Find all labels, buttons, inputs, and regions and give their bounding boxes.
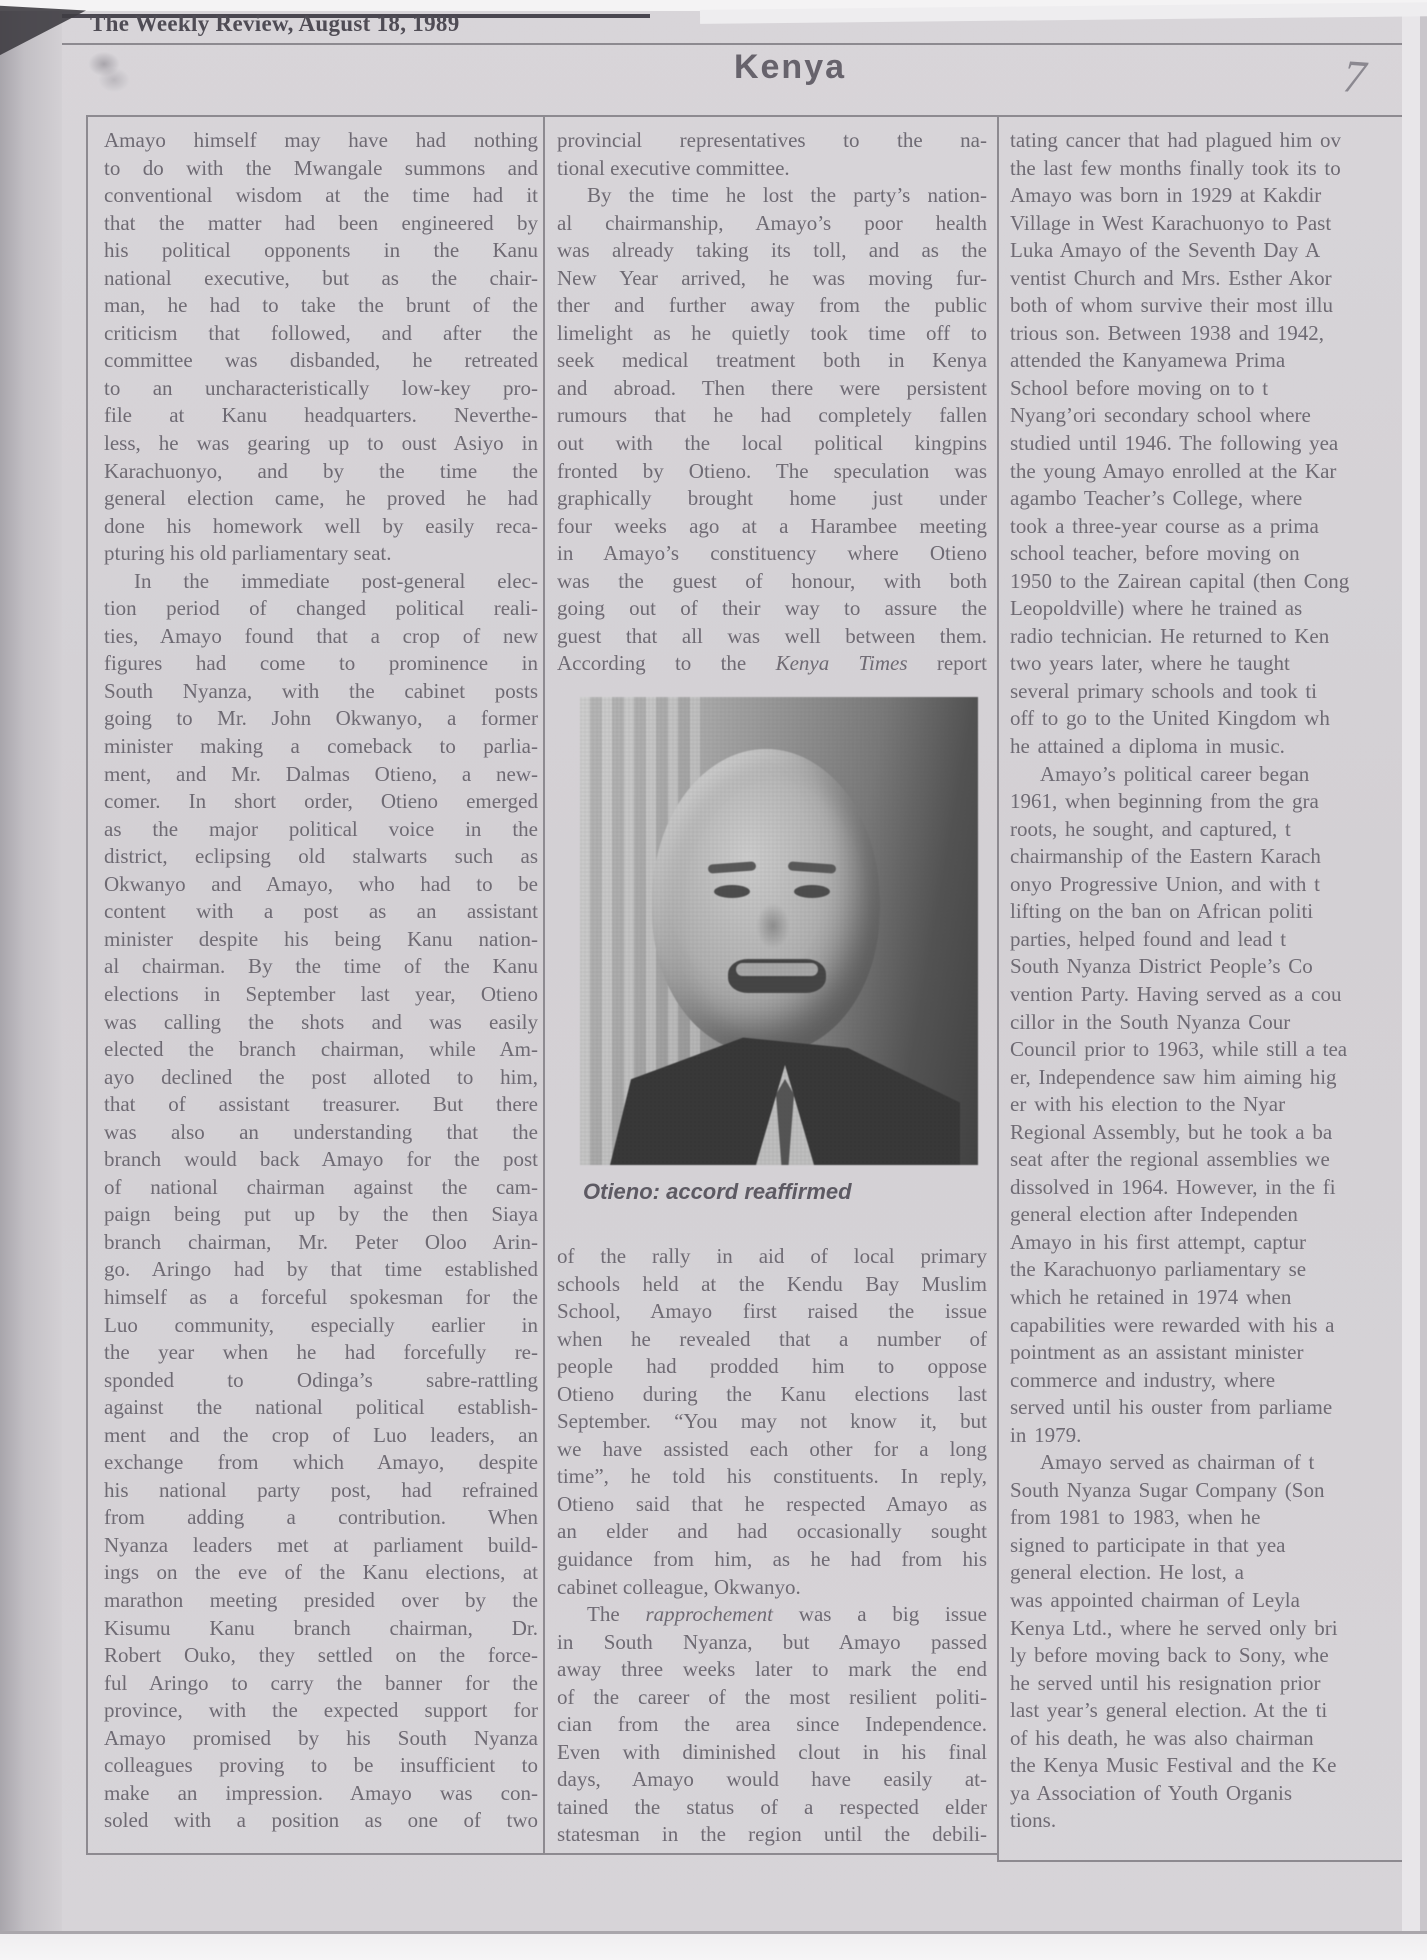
text-line: the last few months finally took its to	[1010, 155, 1341, 180]
text-line: branch would back Amayo for the post	[104, 1147, 538, 1172]
text-line: an elder and had occasionally sought	[557, 1519, 987, 1544]
header-rule	[60, 43, 1403, 45]
text-line: The rapprochement was a big issue	[587, 1602, 987, 1627]
text-line: Even with diminished clout in his final	[557, 1739, 987, 1764]
text-line: to do with the Mwangale summons and	[104, 155, 538, 180]
text-line: both of whom survive their most illu	[1010, 293, 1333, 318]
article-column-2-top	[557, 127, 987, 678]
text-line: marathon meeting presided over by the	[104, 1587, 538, 1612]
text-line: four weeks ago at a Harambee meeting	[557, 513, 987, 538]
text-line: South Nyanza, with the cabinet posts	[104, 678, 538, 703]
text-line: Amayo served as chairman of t	[1040, 1450, 1315, 1475]
text-line: file at Kanu headquarters. Neverthe-	[104, 403, 538, 428]
text-line: soled with a position as one of two	[104, 1808, 538, 1833]
text-line: school teacher, before moving on	[1010, 541, 1300, 566]
text-line: By the time he lost the party’s nation-	[587, 183, 987, 208]
text-line: committee was disbanded, he retreated	[104, 348, 538, 373]
text-line: Luka Amayo of the Seventh Day A	[1010, 238, 1321, 263]
text-line: lifting on the ban on African politi	[1010, 899, 1314, 924]
text-line: Kisumu Kanu branch chairman, Dr.	[104, 1615, 538, 1640]
text-line: elected the branch chairman, while Am-	[104, 1037, 538, 1062]
text-line: two years later, where he taught	[1010, 651, 1290, 676]
text-line: done his homework well by easily reca-	[104, 513, 538, 538]
text-line: which he retained in 1974 when	[1010, 1284, 1292, 1309]
article-column-3	[1010, 127, 1402, 1835]
text-line: School, Amayo first raised the issue	[557, 1299, 987, 1324]
text-line: signed to participate in that yea	[1010, 1532, 1286, 1557]
text-line: was appointed chairman of Leyla	[1010, 1587, 1300, 1612]
text-line: in South Nyanza, but Amayo passed	[557, 1629, 987, 1654]
text-line: al chairman. By the time of the Kanu	[104, 954, 538, 979]
text-line: tion period of changed political reali-	[104, 596, 538, 621]
text-line: er with his election to the Nyar	[1010, 1092, 1286, 1117]
text-line: tions.	[1010, 1808, 1057, 1833]
text-line: in 1979.	[1010, 1422, 1082, 1447]
halftone-overlay	[580, 697, 978, 1165]
text-line: of his death, he was also chairman	[1010, 1725, 1314, 1750]
text-line: cabinet colleague, Okwanyo.	[557, 1574, 801, 1599]
text-line: Leopoldville) where he trained as	[1010, 596, 1303, 621]
scan-left-margin	[0, 0, 62, 1960]
text-line: away three weeks later to mark the end	[557, 1657, 987, 1682]
scan-bottom-edge	[0, 1934, 1427, 1960]
text-line: branch chairman, Mr. Peter Oloo Arin-	[104, 1229, 538, 1254]
text-line: district, eclipsing old stalwarts such as	[104, 844, 538, 869]
text-line: chairmanship of the Eastern Karach	[1010, 844, 1321, 869]
text-line: make an impression. Amayo was con-	[104, 1780, 538, 1805]
text-line: general election. He lost, a	[1010, 1560, 1244, 1585]
article-column-1	[104, 127, 538, 1835]
masthead-title: The Weekly Review, August 18, 1989	[90, 11, 460, 36]
text-line: going out of their way to assure the	[557, 596, 987, 621]
text-line: elections in September last year, Otieno	[104, 981, 538, 1006]
text-line: 1961, when beginning from the gra	[1010, 789, 1319, 814]
text-line: School before moving on to t	[1010, 375, 1269, 400]
text-line: less, he was gearing up to oust Asiyo in	[104, 431, 538, 456]
photo-caption: Otieno: accord reaffirmed	[583, 1179, 852, 1204]
text-line: figures had come to prominence in	[104, 651, 538, 676]
text-line: was the guest of honour, with both	[557, 568, 987, 593]
text-line: Nyang’ori secondary school where	[1010, 403, 1311, 428]
text-line: tional executive committee.	[557, 155, 790, 180]
text-line: of the rally in aid of local primary	[557, 1244, 987, 1268]
text-line: ly before moving back to Sony, whe	[1010, 1643, 1329, 1668]
text-line: Otieno during the Kanu elections last	[557, 1381, 987, 1406]
text-line: ings on the eve of the Kanu elections, at	[104, 1560, 538, 1585]
text-line: capabilities were rewarded with his a	[1010, 1312, 1335, 1337]
article-column-2-bottom	[557, 1243, 987, 1849]
page-number: 7	[1341, 50, 1368, 103]
text-line: Amayo promised by his South Nyanza	[104, 1725, 538, 1750]
text-line: that of assistant treasurer. But there	[104, 1092, 538, 1117]
text-line: himself as a forceful spokesman for the	[104, 1284, 538, 1309]
text-line: roots, he sought, and captured, t	[1010, 816, 1291, 841]
text-line: South Nyanza Sugar Company (Son	[1010, 1477, 1325, 1502]
text-line: trious son. Between 1938 and 1942,	[1010, 320, 1325, 345]
text-line: colleagues proving to be insufficient to	[104, 1753, 538, 1778]
article-top-rule	[86, 115, 1402, 117]
text-line: ment, and Mr. Dalmas Otieno, a new-	[104, 761, 538, 786]
text-line: national executive, but as the chair-	[104, 265, 538, 290]
text-line: in Amayo’s constituency where Otieno	[557, 541, 987, 566]
text-line: from adding a contribution. When	[104, 1505, 538, 1530]
text-line: against the national political establish-	[104, 1395, 538, 1420]
text-line: going to Mr. John Okwanyo, a former	[104, 706, 538, 731]
text-line: was calling the shots and was easily	[104, 1009, 538, 1034]
article-bottom-rule	[86, 1853, 999, 1855]
text-line: Okwanyo and Amayo, who had to be	[104, 871, 538, 896]
text-line: of the career of the most resilient politi-	[557, 1684, 987, 1709]
text-line: the year when he had forcefully re-	[104, 1340, 538, 1365]
text-line: minister making a comeback to parlia-	[104, 734, 538, 759]
text-line: agambo Teacher’s College, where	[1010, 486, 1303, 511]
text-line: paign being put up by the then Siaya	[104, 1202, 538, 1227]
text-line: exchange from which Amayo, despite	[104, 1450, 538, 1475]
text-line: the Karachuonyo parliamentary se	[1010, 1257, 1307, 1282]
text-line: Amayo in his first attempt, captur	[1010, 1229, 1306, 1254]
text-line: we have assisted each other for a long	[557, 1436, 987, 1461]
text-line: Nyanza leaders met at parliament build-	[104, 1532, 538, 1557]
text-line: seat after the regional assemblies we	[1010, 1147, 1330, 1172]
text-line: days, Amayo would have easily at-	[557, 1767, 987, 1792]
text-line: ful Aringo to carry the banner for the	[104, 1670, 538, 1695]
text-line: New Year arrived, he was moving fur-	[557, 265, 987, 290]
text-line: pturing his old parliamentary seat.	[104, 541, 392, 566]
text-line: onyo Progressive Union, and with t	[1010, 871, 1320, 896]
text-line: from 1981 to 1983, when he	[1010, 1505, 1261, 1530]
text-line: and abroad. Then there were persistent	[557, 375, 987, 400]
text-line: the young Amayo enrolled at the Kar	[1010, 458, 1337, 483]
text-line: limelight as he quietly took time off to	[557, 320, 987, 345]
text-line: Amayo himself may have had nothing	[104, 128, 538, 152]
text-line: that the matter had been engineered by	[104, 210, 538, 235]
text-line: took a three-year course as a prima	[1010, 513, 1319, 538]
text-line: Council prior to 1963, while still a tea	[1010, 1037, 1348, 1062]
text-line: ment and the crop of Luo leaders, an	[104, 1422, 538, 1447]
column-divider	[543, 115, 545, 1855]
text-line: parties, helped found and lead t	[1010, 926, 1287, 951]
text-line: Village in West Karachuonyo to Past	[1010, 210, 1332, 235]
text-line: seek medical treatment both in Kenya	[557, 348, 987, 373]
text-line: minister despite his being Kanu nation-	[104, 926, 538, 951]
text-line: attended the Kanyamewa Prima	[1010, 348, 1286, 373]
text-line: commerce and industry, where	[1010, 1367, 1276, 1392]
text-line: pointment as an assistant minister	[1010, 1340, 1304, 1365]
text-line: vention Party. Having served as a cou	[1010, 981, 1342, 1006]
text-line: was already taking its toll, and as the	[557, 238, 987, 263]
column-divider	[997, 115, 999, 1862]
text-line: graphically brought home just under	[557, 486, 987, 511]
text-line: time”, he told his constituents. In reply,	[557, 1464, 987, 1489]
text-line: ther and further away from the public	[557, 293, 987, 318]
text-line: Otieno said that he respected Amayo as	[557, 1491, 987, 1516]
text-line: dissolved in 1964. However, in the fi	[1010, 1174, 1336, 1199]
text-line: man, he had to take the brunt of the	[104, 293, 538, 318]
otieno-photo	[580, 697, 978, 1165]
text-line: er, Independence saw him aiming hig	[1010, 1064, 1337, 1089]
text-line: September. “You may not know it, but	[557, 1409, 987, 1434]
text-line: ties, Amayo found that a crop of new	[104, 623, 538, 648]
text-line: his national party post, had refrained	[104, 1477, 538, 1502]
text-line: out with the local political kingpins	[557, 431, 987, 456]
text-line: go. Aringo had by that time established	[104, 1257, 538, 1282]
text-line: people had prodded him to oppose	[557, 1354, 987, 1379]
text-line: content with a post as an assistant	[104, 899, 538, 924]
text-line: conventional wisdom at the time had it	[104, 183, 538, 208]
text-line: as the major political voice in the	[104, 816, 538, 841]
text-line: to an uncharacteristically low-key pro-	[104, 375, 538, 400]
text-line: Karachuonyo, and by the time the	[104, 458, 538, 483]
text-line: sponded to Odinga’s sabre-rattling	[104, 1367, 538, 1392]
text-line: fronted by Otieno. The speculation was	[557, 458, 987, 483]
text-line: criticism that followed, and after the	[104, 320, 538, 345]
text-line: general election came, he proved he had	[104, 486, 538, 511]
article-left-rule	[86, 115, 88, 1855]
text-line: cian from the area since Independence.	[557, 1712, 987, 1737]
text-line: was also an understanding that the	[104, 1119, 538, 1144]
text-line: tating cancer that had plagued him ov	[1010, 128, 1342, 152]
text-line: guidance from him, as he had from his	[557, 1547, 987, 1572]
text-line: statesman in the region until the debili-	[557, 1822, 987, 1847]
text-line: radio technician. He returned to Ken	[1010, 623, 1330, 648]
text-line: Amayo’s political career began	[1040, 761, 1310, 786]
text-line: ventist Church and Mrs. Esther Akor	[1010, 265, 1332, 290]
text-line: served until his ouster from parliame	[1010, 1395, 1333, 1420]
text-line: South Nyanza District People’s Co	[1010, 954, 1313, 979]
text-line: ya Association of Youth Organis	[1010, 1780, 1293, 1805]
text-line: guest that all was well between them.	[557, 623, 987, 648]
text-line: studied until 1946. The following yea	[1010, 431, 1339, 456]
text-line: rumours that he had completely fallen	[557, 403, 987, 428]
text-line: when he revealed that a number of	[557, 1326, 987, 1351]
text-line: province, with the expected support for	[104, 1698, 538, 1723]
section-title: Kenya	[733, 48, 847, 86]
text-line: comer. In short order, Otieno emerged	[104, 789, 538, 814]
scan-right-border	[1420, 0, 1427, 1960]
text-line: ayo declined the post alloted to him,	[104, 1064, 538, 1089]
text-line: al chairmanship, Amayo’s poor health	[557, 210, 987, 235]
text-line: schools held at the Kendu Bay Muslim	[557, 1271, 987, 1296]
text-line: his political opponents in the Kanu	[104, 238, 538, 263]
text-line: he attained a diploma in music.	[1010, 734, 1285, 759]
scan-right-edge	[1402, 0, 1420, 1960]
text-line: general election after Independen	[1010, 1202, 1298, 1227]
text-line: Robert Ouko, they settled on the force-	[104, 1643, 538, 1668]
text-line: According to the Kenya Times report	[557, 651, 987, 676]
text-line: the Kenya Music Festival and the Ke	[1010, 1753, 1337, 1778]
text-line: 1950 to the Zairean capital (then Cong	[1010, 568, 1350, 593]
text-line: Kenya Ltd., where he served only bri	[1010, 1615, 1338, 1640]
text-line: cillor in the South Nyanza Cour	[1010, 1009, 1291, 1034]
pencil-smudge	[96, 66, 132, 94]
text-line: provincial representatives to the na-	[557, 128, 987, 152]
text-line: In the immediate post-general elec-	[134, 568, 538, 593]
text-line: he served until his resignation prior	[1010, 1670, 1321, 1695]
text-line: Amayo was born in 1929 at Kakdir	[1010, 183, 1322, 208]
text-line: Luo community, especially earlier in	[104, 1312, 538, 1337]
text-line: several primary schools and took ti	[1010, 678, 1318, 703]
article-bottom-rule	[997, 1860, 1402, 1862]
text-line: off to go to the United Kingdom wh	[1010, 706, 1330, 731]
text-line: Regional Assembly, but he took a ba	[1010, 1119, 1333, 1144]
text-line: of national chairman against the cam-	[104, 1174, 538, 1199]
text-line: tained the status of a respected elder	[557, 1794, 987, 1819]
text-line: last year’s general election. At the ti	[1010, 1698, 1328, 1723]
